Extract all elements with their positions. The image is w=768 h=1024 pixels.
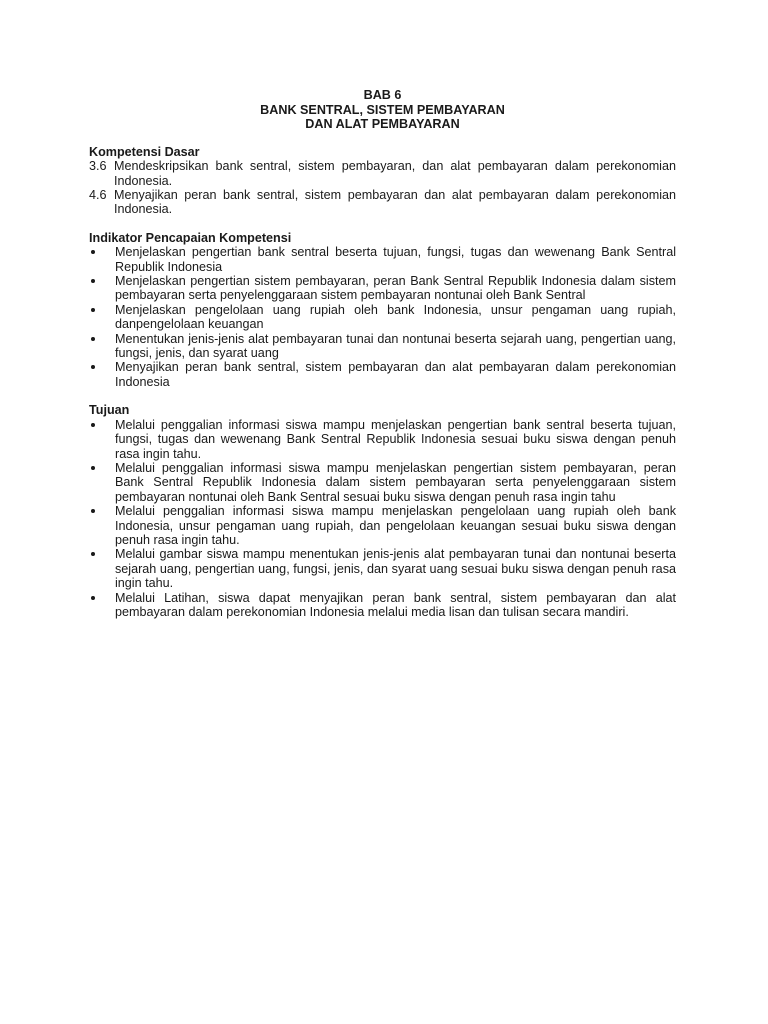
item-text: Mendeskripsikan bank sentral, sistem pembayaran, dan alat pembayaran dalam perekonomian Indonesia. bbox=[114, 159, 676, 188]
tujuan-title: Tujuan bbox=[89, 403, 130, 418]
list-item bbox=[89, 591, 676, 620]
item-number: 3.6 bbox=[89, 159, 107, 174]
list-item bbox=[89, 274, 676, 303]
bullet-icon bbox=[89, 418, 115, 461]
list-item bbox=[89, 188, 676, 217]
chapter-title-line-1: BANK SENTRAL, SISTEM PEMBAYARAN bbox=[260, 102, 505, 117]
item-text: Menentukan jenis-jenis alat pembayaran tunai dan nontunai beserta sejarah uang, pengertian uang, fungsi, jenis, dan syarat uang bbox=[115, 331, 676, 361]
list-item bbox=[89, 245, 676, 274]
document-page bbox=[89, 88, 676, 619]
item-text: Melalui gambar siswa mampu menentukan jenis-jenis alat pembayaran tunai dan nontunai beserta sejarah uang, pengertian uang, fungsi, jenis, dan syarat uang sesuai buku siswa dengan penuh rasa ingin tahu. bbox=[115, 547, 676, 591]
item-text: Menyajikan peran bank sentral, sistem pembayaran dan alat pembayaran dalam perekonomian Indonesia bbox=[115, 360, 676, 389]
kompetensi-dasar-section bbox=[89, 145, 676, 217]
chapter-heading bbox=[89, 88, 676, 132]
bullet-icon bbox=[89, 461, 115, 504]
list-item bbox=[89, 360, 676, 389]
item-text: Menyajikan peran bank sentral, sistem pembayaran dan alat pembayaran dalam perekonomian Indonesia. bbox=[114, 188, 676, 217]
chapter-number: BAB 6 bbox=[363, 88, 402, 102]
bullet-icon bbox=[89, 591, 115, 620]
list-item bbox=[89, 159, 676, 188]
list-item bbox=[89, 332, 676, 361]
bullet-icon bbox=[89, 274, 115, 303]
indikator-list bbox=[89, 245, 676, 389]
bullet-icon bbox=[89, 245, 115, 274]
indikator-title: Indikator Pencapaian Kompetensi bbox=[89, 230, 292, 245]
kompetensi-dasar-list bbox=[89, 159, 676, 217]
list-item bbox=[89, 547, 676, 590]
bullet-icon bbox=[89, 547, 115, 590]
item-text: Melalui Latihan, siswa dapat menyajikan peran bank sentral, sistem pembayaran dan alat pembayaran dalam perekonomian Indonesia melalui media lisan dan tulisan secara mandiri. bbox=[115, 590, 676, 619]
item-text: Melalui penggalian informasi siswa mampu menjelaskan pengelolaan uang rupiah oleh bank Indonesia, unsur pengaman uang rupiah, dan pengelolaan keuangan sesuai buku siswa dengan penuh rasa ingin tahu. bbox=[115, 504, 676, 547]
item-text: Melalui penggalian informasi siswa mampu menjelaskan pengertian bank sentral beserta tujuan, fungsi, tugas dan wewenang Bank Sentral Republik Indonesia sesuai buku siswa dengan penuh rasa ingin tahu. bbox=[115, 417, 676, 461]
item-number: 4.6 bbox=[89, 188, 107, 202]
bullet-icon bbox=[89, 504, 115, 547]
bullet-icon bbox=[89, 360, 115, 389]
item-text: Menjelaskan pengertian sistem pembayaran, peran Bank Sentral Republik Indonesia dalam sistem pembayaran serta penyelenggaraan sistem pembayaran nontunai oleh Bank Sentral bbox=[115, 274, 676, 303]
list-item bbox=[89, 461, 676, 504]
kompetensi-dasar-title: Kompetensi Dasar bbox=[89, 144, 200, 159]
chapter-title-line-2: DAN ALAT PEMBAYARAN bbox=[305, 117, 460, 132]
list-item bbox=[89, 504, 676, 547]
item-text: Menjelaskan pengelolaan uang rupiah oleh bank Indonesia, unsur pengaman uang rupiah, danpengelolaan keuangan bbox=[115, 302, 676, 332]
indikator-section bbox=[89, 231, 676, 389]
list-item bbox=[89, 303, 676, 332]
bullet-icon bbox=[89, 332, 115, 361]
item-text: Melalui penggalian informasi siswa mampu menjelaskan pengertian sistem pembayaran, peran Bank Sentral Republik Indonesia dalam sistem pembayaran serta penyelenggaraan sistem pembayaran nontunai oleh Bank Sentral sesuai buku siswa dengan penuh rasa ingin tahu bbox=[115, 460, 676, 504]
list-item bbox=[89, 418, 676, 461]
tujuan-section bbox=[89, 403, 676, 619]
item-text: Menjelaskan pengertian bank sentral beserta tujuan, fungsi, tugas dan wewenang Bank Sentral Republik Indonesia bbox=[115, 245, 676, 274]
bullet-icon bbox=[89, 303, 115, 332]
tujuan-list bbox=[89, 418, 676, 620]
